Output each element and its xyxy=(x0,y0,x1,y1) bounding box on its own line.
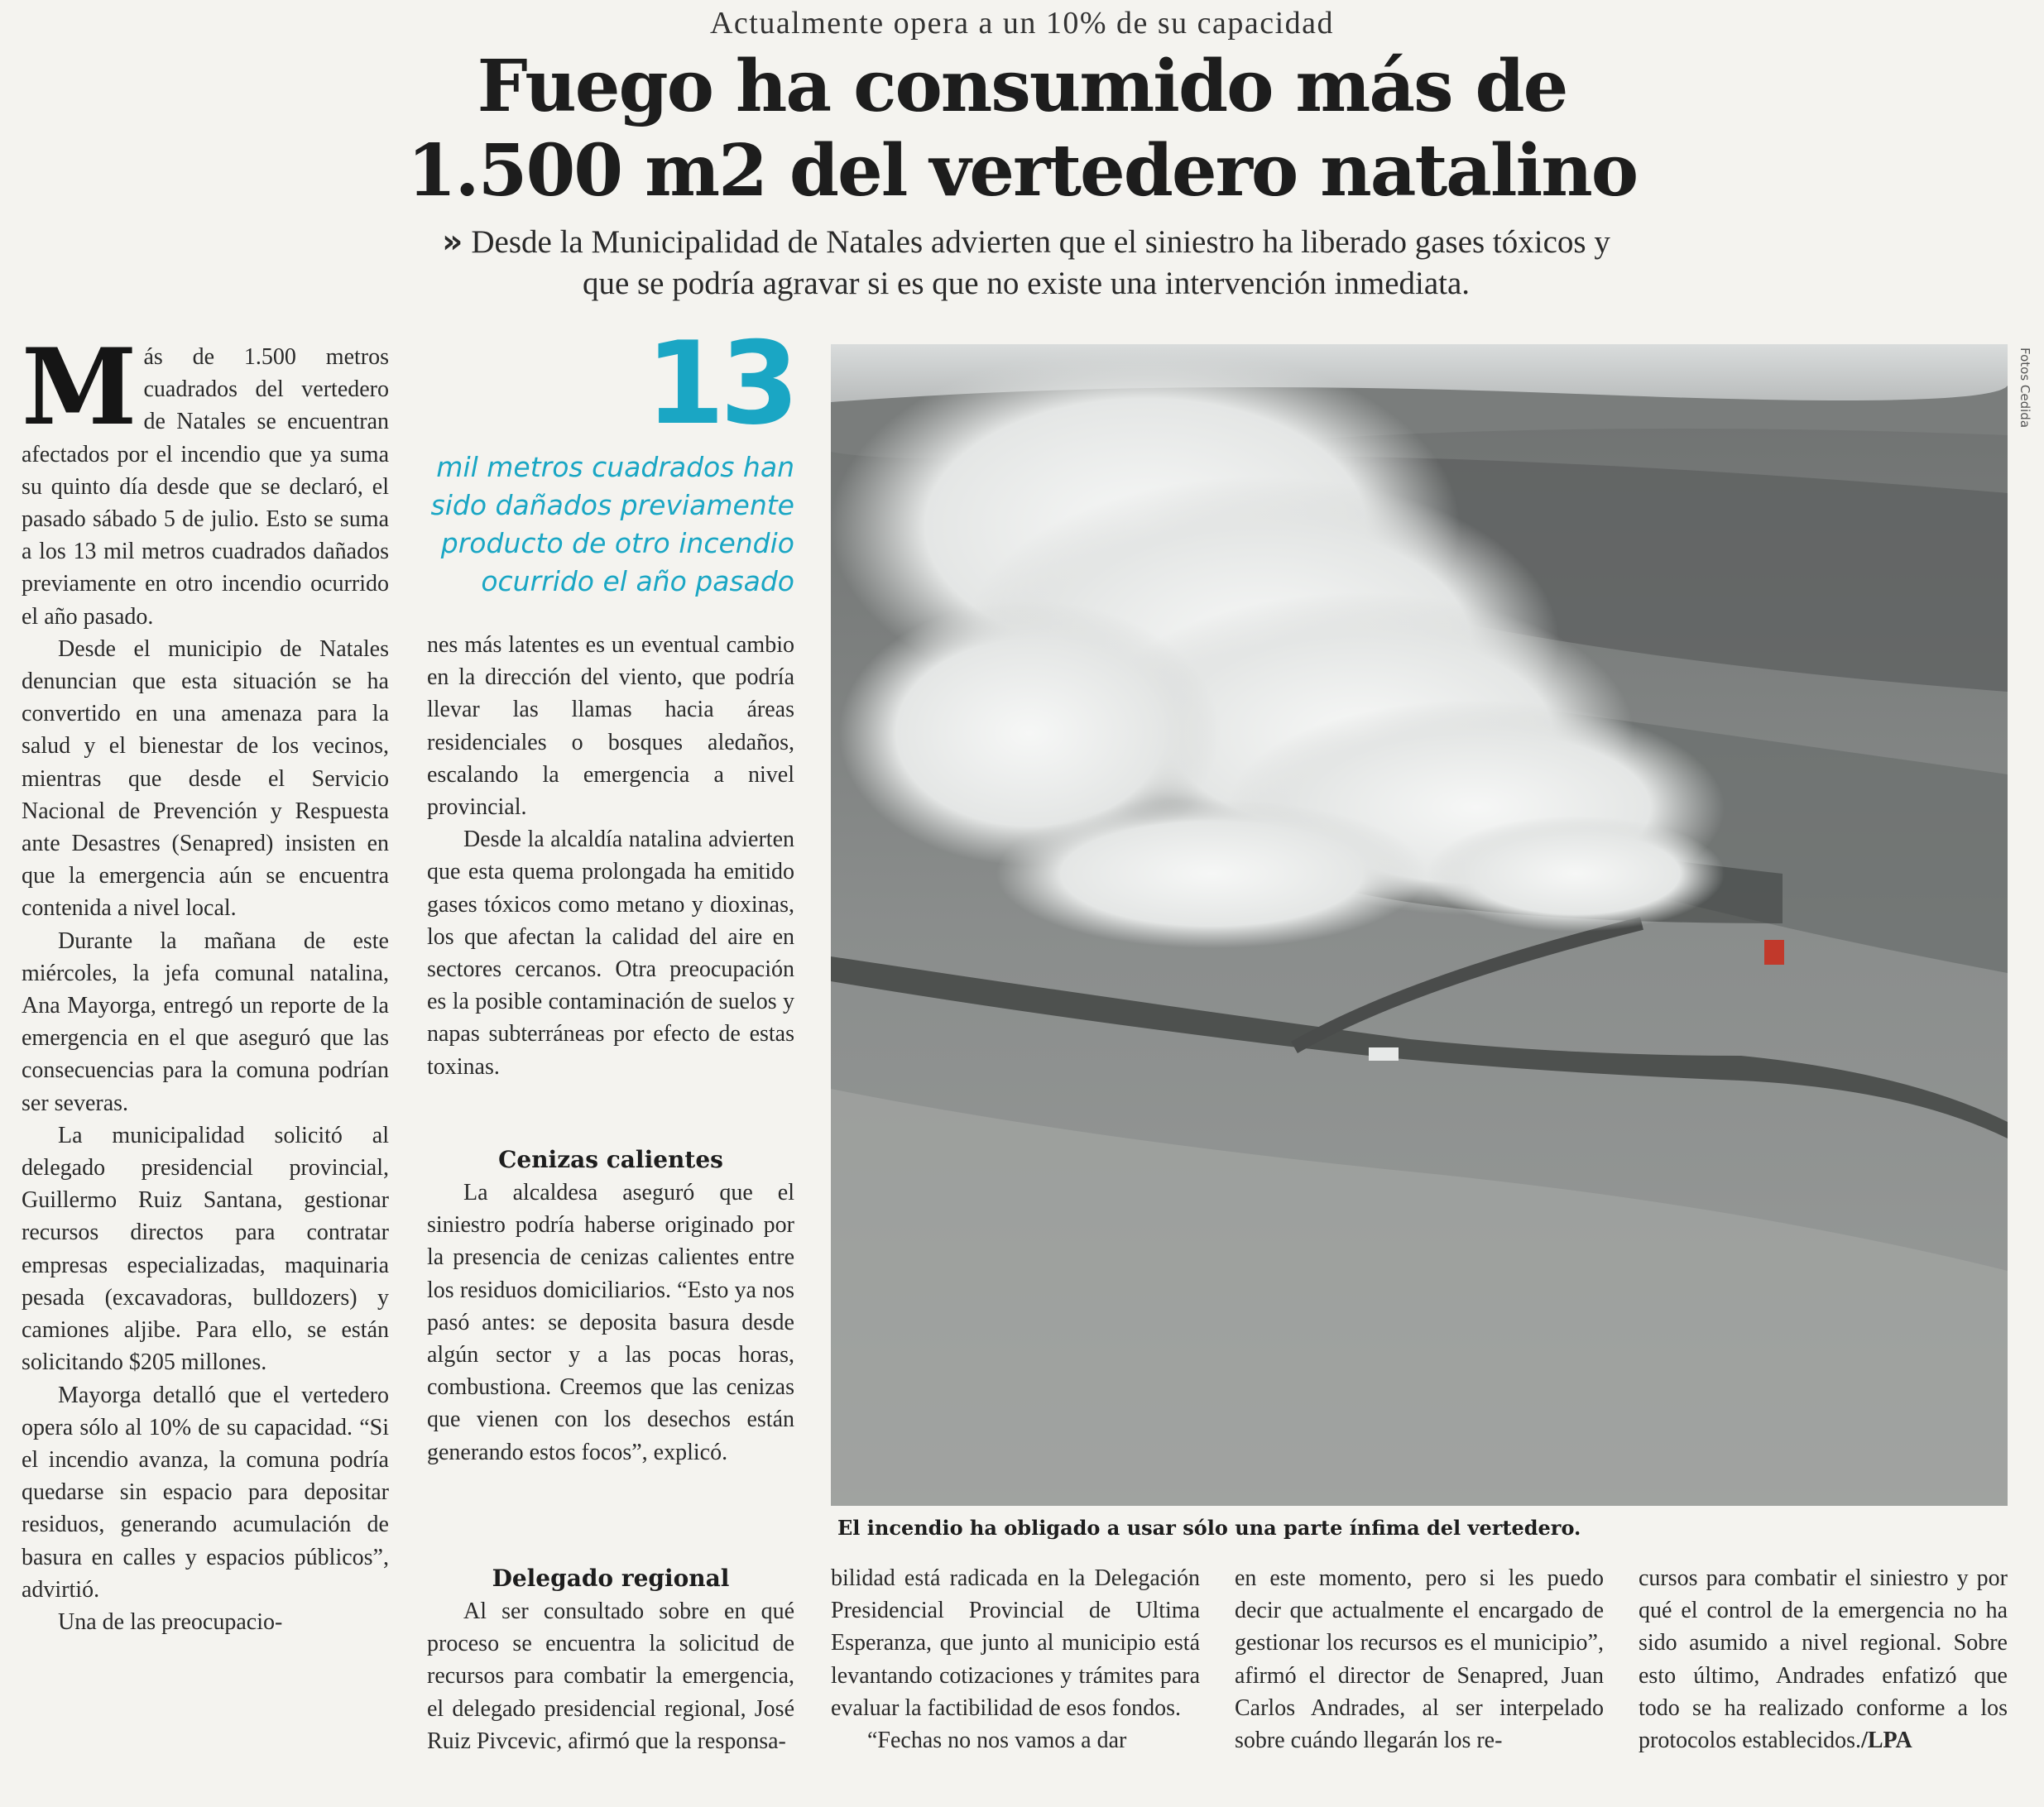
body-paragraph: Desde el municipio de Natales denuncian que esta situación se ha convertido en una amenaza para la salud y el bienestar de los vecinos, mientras que desde el Servicio Nacional de Prevención y Respuesta ante Desastres (Senapred) insisten en que la emergencia aún se encuentra contenida a nivel local. xyxy=(22,635,389,922)
photo-caption: El incendio ha obligado a usar sólo una parte ínfima del vertedero. xyxy=(837,1516,1581,1540)
body-paragraph: Al ser consultado sobre en qué proceso se encuentra la solicitud de recursos para combatir la emergencia, el delegado presidencial regional, José Ruiz Pivcevic, afirmó que la responsa- xyxy=(427,1598,794,1754)
stat-callout xyxy=(414,317,794,601)
body-paragraph: Mayorga detalló que el vertedero opera sólo al 10% de su capacidad. “Si el incendio avanza, la comuna podría quedarse sin espacio para depositar residuos, generando acumulación de basura en calles y espacios públicos”, advirtió. xyxy=(22,1382,389,1603)
body-column-4 xyxy=(1235,1562,1604,1757)
body-paragraph: en este momento, pero si les puedo decir que actualmente el encargado de gestionar los recursos es el municipio”, afirmó el director de Senapred, Juan Carlos Andrades, al ser interpelado sobre cuándo llegarán los re- xyxy=(1235,1565,1604,1754)
body-column-3 xyxy=(831,1562,1200,1757)
author-signature: /LPA xyxy=(1861,1728,1912,1754)
body-paragraph: Durante la mañana de este miércoles, la jefa comunal natalina, Ana Mayorga, entregó un reporte de la emergencia en el que aseguró que las consecuencias para la comuna podrían ser severas. xyxy=(22,927,389,1116)
headline-line-1: Fuego ha consumido más de xyxy=(477,45,1567,128)
body-paragraph: Desde la alcaldía natalina advierten que esta quema prolongada ha emitido gases tóxicos como metano y dioxinas, los que afectan la calidad del aire en sectores cercanos. Otra preocupación es la posible contaminación de suelos y napas subterráneas por efecto de estas toxinas. xyxy=(427,827,794,1080)
body-column-2-section xyxy=(427,1143,794,1469)
body-column-5 xyxy=(1639,1562,2008,1757)
body-paragraph xyxy=(22,326,389,633)
body-text: cursos para combatir el siniestro y por qué el control de la emergencia no ha sido asumido a nivel regional. Sobre esto último, Andrades enfatizó que todo se ha realizado conforme a los protocolos establecidos. xyxy=(1639,1565,2008,1754)
body-column-2 xyxy=(427,629,794,1083)
body-paragraph: “Fechas no nos vamos a dar xyxy=(867,1728,1127,1754)
body-paragraph: nes más latentes es un eventual cambio en la dirección del viento, que podría llevar las llamas hacia áreas residenciales o bosques aledaños, escalando la emergencia a nivel provincial. xyxy=(427,632,794,821)
body-paragraph xyxy=(1639,1562,2008,1757)
article-kicker: Actualmente opera a un 10% de su capacidad xyxy=(709,6,1335,41)
body-text: ás de 1.500 metros cuadrados del vertedero de Natales se encuentran afectados por el incendio que ya suma su quinto día desde que se declaró, el pasado sábado 5 de julio. Esto se suma a los 13 mil metros cuadrados dañados previamente en otro incendio ocurrido el año pasado. xyxy=(22,344,389,630)
body-column-1 xyxy=(22,326,389,1638)
stat-text: mil metros cuadrados han sido dañados previamente producto de otro incendio ocurrido el año pasado xyxy=(430,451,794,597)
article-headline xyxy=(0,45,2044,213)
headline-line-2: 1.500 m2 del vertedero natalino xyxy=(406,129,1638,213)
body-column-2-section xyxy=(427,1562,794,1757)
body-paragraph: bilidad está radicada en la Delegación Presidencial Provincial de Ultima Esperanza, que junto al municipio está levantando cotizaciones y trámites para evaluar la factibilidad de esos fondos. xyxy=(831,1565,1200,1721)
stat-number: 13 xyxy=(645,317,794,450)
landfill-fire-photo xyxy=(831,344,2008,1506)
body-paragraph: La municipalidad solicitó al delegado presidencial provincial, Guillermo Ruiz Santana, gestionar recursos directos para contratar empresas especializadas, maquinaria pesada (excavadoras, bulldozers) y camiones aljibe. Para ello, se están solicitando $205 millones. xyxy=(22,1122,389,1376)
article-deck xyxy=(430,222,1622,304)
subheading: Delegado regional xyxy=(492,1565,730,1592)
deck-text: Desde la Municipalidad de Natales advierten que el siniestro ha liberado gases tóxicos y que se podría agravar si es que no existe una intervención inmediata. xyxy=(471,224,1610,301)
drop-cap: M xyxy=(22,326,137,448)
subheading: Cenizas calientes xyxy=(498,1146,723,1173)
body-paragraph: La alcaldesa aseguró que el siniestro podría haberse originado por la presencia de cenizas calientes entre los residuos domiciliarios. “Esto ya nos pasó antes: se deposita basura desde algún sector y a las pocas horas, combustiona. Creemos que las cenizas que vienen con los desechos están generando estos focos”, explicó. xyxy=(427,1180,794,1465)
deck-arrow-icon: » xyxy=(442,223,463,261)
photo-credit: Fotos Cedida xyxy=(2018,348,2032,429)
body-paragraph: Una de las preocupacio- xyxy=(58,1608,283,1635)
